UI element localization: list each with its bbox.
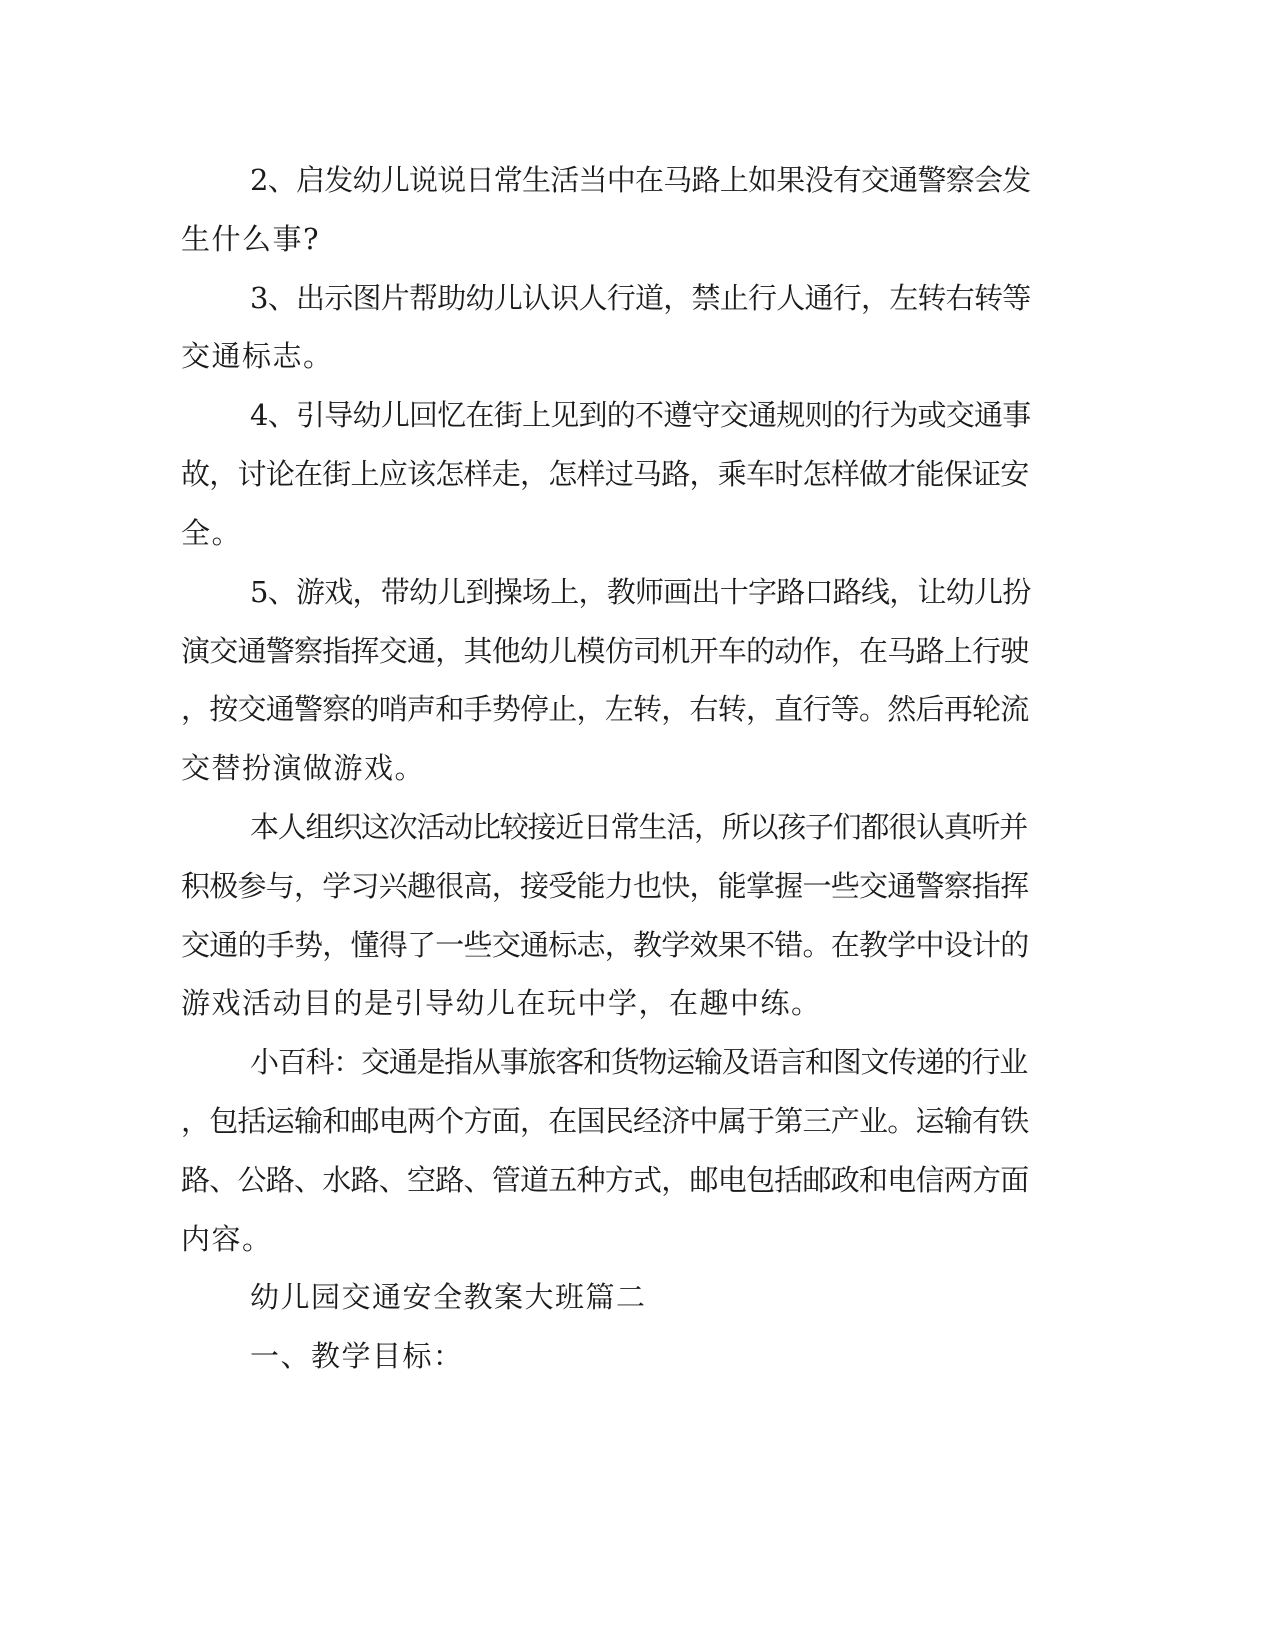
- paragraph-3-line-2: 交通标志。: [181, 339, 334, 373]
- reflection-line-3: 交通的手势，懂得了一些交通标志，教学效果不错。在教学中设计的: [181, 928, 1029, 962]
- section-heading: 幼儿园交通安全教案大班篇二: [250, 1280, 647, 1314]
- paragraph-5-line-2: 演交通警察指挥交通，其他幼儿模仿司机开车的动作，在马路上行驶: [181, 634, 1029, 668]
- encyclopedia-line-3: 路、公路、水路、空路、管道五种方式，邮电包括邮政和电信两方面: [181, 1163, 1029, 1197]
- reflection-line-1: 本人组织这次活动比较接近日常生活，所以孩子们都很认真听并: [250, 810, 1028, 844]
- paragraph-2-line-1: 2、启发幼儿说说日常生活当中在马路上如果没有交通警察会发: [250, 163, 1031, 197]
- paragraph-4-line-3: 全。: [181, 516, 243, 550]
- paragraph-5-line-3: ，按交通警察的哨声和手势停止，左转，右转，直行等。然后再轮流: [181, 692, 1029, 726]
- paragraph-5-line-1: 5、游戏，带幼儿到操场上，教师画出十字路口路线，让幼儿扮: [250, 575, 1031, 609]
- reflection-line-2: 积极参与，学习兴趣很高，接受能力也快，能掌握一些交通警察指挥: [181, 869, 1029, 903]
- reflection-line-4: 游戏活动目的是引导幼儿在玩中学，在趣中练。: [181, 986, 822, 1020]
- paragraph-4-line-1: 4、引导幼儿回忆在街上见到的不遵守交通规则的行为或交通事: [250, 398, 1031, 432]
- encyclopedia-line-2: ，包括运输和邮电两个方面，在国民经济中属于第三产业。运输有铁: [181, 1104, 1029, 1138]
- encyclopedia-line-1: 小百科：交通是指从事旅客和货物运输及语言和图文传递的行业: [250, 1045, 1028, 1079]
- encyclopedia-line-4: 内容。: [181, 1222, 273, 1256]
- paragraph-5-line-4: 交替扮演做游戏。: [181, 751, 426, 785]
- paragraph-2-line-2: 生什么事?: [181, 222, 321, 256]
- paragraph-3-line-1: 3、出示图片帮助幼儿认识人行道，禁止行人通行，左转右转等: [250, 281, 1031, 315]
- subsection-heading: 一、教学目标：: [250, 1339, 464, 1373]
- paragraph-4-line-2: 故，讨论在街上应该怎样走，怎样过马路，乘车时怎样做才能保证安: [181, 457, 1029, 491]
